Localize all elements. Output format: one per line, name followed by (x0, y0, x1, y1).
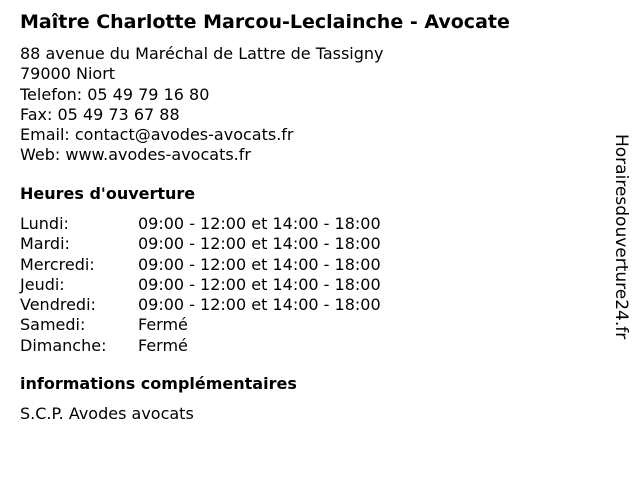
time-range: 09:00 - 12:00 et 14:00 - 18:00 (138, 214, 381, 233)
time-range: 09:00 - 12:00 et 14:00 - 18:00 (138, 274, 381, 294)
info-text: S.C.P. Avodes avocats (20, 404, 194, 423)
email: Email: contact@avodes-avocats.fr (20, 125, 294, 145)
hours-row (20, 255, 381, 275)
watermark: Horairesdouverture24.fr (611, 134, 631, 340)
time-range: 09:00 - 12:00 et 14:00 - 18:00 (138, 254, 381, 274)
time-range: 09:00 - 12:00 et 14:00 - 18:00 (138, 234, 381, 254)
contact-block (20, 44, 384, 166)
hours-row (20, 315, 381, 335)
day-label: Lundi: (20, 214, 69, 233)
time-range: Fermé (138, 335, 188, 355)
hours-heading: Heures d'ouverture (20, 184, 196, 203)
hours-table (20, 214, 381, 356)
hours-row (20, 336, 381, 356)
phone: Telefon: 05 49 79 16 80 (20, 84, 210, 104)
city: 79000 Niort (20, 64, 116, 84)
day-label: Dimanche: (20, 335, 107, 355)
hours-row (20, 234, 381, 254)
day-label: Mercredi: (20, 254, 95, 274)
page-title: Maître Charlotte Marcou-Leclainche - Avocate (20, 11, 510, 33)
day-label: Mardi: (20, 234, 70, 254)
day-label: Jeudi: (20, 274, 65, 294)
day-label: Vendredi: (20, 295, 96, 315)
time-range: Fermé (138, 315, 188, 335)
hours-row (20, 214, 381, 234)
website: Web: www.avodes-avocats.fr (20, 145, 251, 165)
time-range: 09:00 - 12:00 et 14:00 - 18:00 (138, 295, 381, 315)
info-heading: informations complémentaires (20, 374, 297, 393)
hours-row (20, 275, 381, 295)
day-label: Samedi: (20, 315, 86, 335)
street-address: 88 avenue du Maréchal de Lattre de Tassigny (20, 44, 384, 63)
hours-row (20, 295, 381, 315)
fax: Fax: 05 49 73 67 88 (20, 104, 180, 124)
